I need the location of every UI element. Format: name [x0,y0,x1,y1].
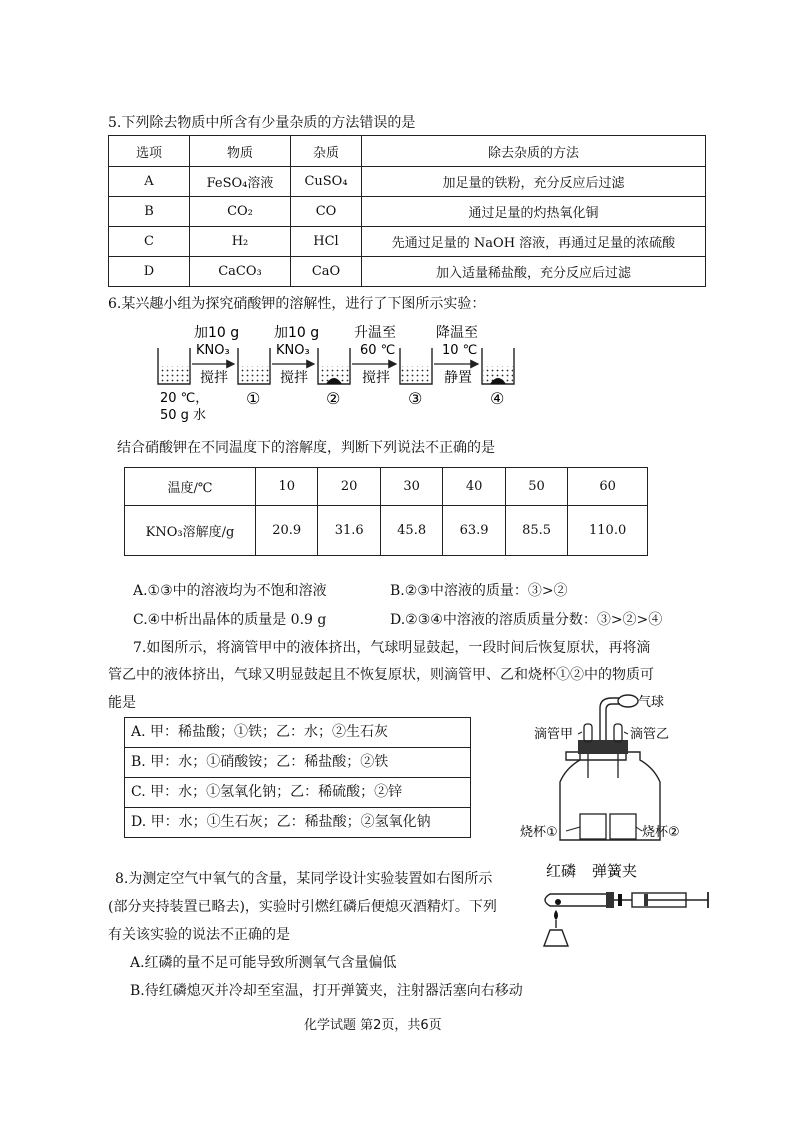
inner-beaker-2 [610,814,636,839]
sol-temp: 50 [505,468,567,506]
q7-option-b: B. 甲：水；①硝酸铵；乙：稀盐酸；②铁 [125,748,470,778]
step3-bottom: 搅拌 [362,370,390,386]
beaker-label-1: ① [246,389,261,408]
q5-table [108,135,706,287]
q8-line1: 8.为测定空气中氧气的含量，某同学设计实验装置如右图所示 [115,871,493,887]
label-spring-clamp: 弹簧夹 [592,862,638,880]
q5-cell: 先通过足量的 NaOH 溶液，再通过足量的浓硫酸 [362,227,706,257]
beaker-3 [400,348,432,384]
sol-temp: 20 [318,468,380,506]
step2-top1: 加10 g [274,325,320,341]
sol-temp: 60 [568,468,648,506]
q5-header-option: 选项 [109,136,190,167]
q5-cell: H₂ [190,227,291,257]
beaker-4 [482,348,514,384]
q5-cell: A [109,167,190,197]
q6-option-b: B.②③中溶液的质量：③>② [390,583,568,599]
q6-intro: 结合硝酸钾在不同温度下的溶解度，判断下列说法不正确的是 [117,440,495,456]
start-temp: 20 ℃， [160,391,209,406]
sol-value: 63.9 [443,506,505,556]
step2-top2: KNO₃ [276,343,310,358]
red-phosphorus-icon [555,899,561,905]
sol-row2-label: KNO₃溶解度/g [125,506,256,556]
sol-value: 20.9 [256,506,318,556]
step3-top1: 升温至 [354,325,396,341]
sol-value: 110.0 [568,506,648,556]
q6-option-d: D.②③④中溶液的溶质质量分数：③>②>④ [390,612,663,628]
label-beaker-2: 烧杯② [642,825,680,840]
q6-option-c: C.④中析出晶体的质量是 0.9 g [133,612,327,628]
step2-bottom: 搅拌 [280,370,308,386]
q7-apparatus-diagram [520,690,700,850]
label-beaker-1: 烧杯① [520,825,558,840]
step1-top1: 加10 g [194,325,240,341]
q7-options-box [124,717,471,838]
q5-cell: D [109,257,190,287]
q6-solubility-table [124,467,648,556]
step4-bottom: 静置 [444,370,472,386]
q6-option-a: A.①③中的溶液均为不饱和溶液 [133,583,327,599]
beaker-label-3: ③ [408,389,423,408]
sol-temp: 30 [380,468,442,506]
step3-top2: 60 ℃ [360,343,396,358]
q5-header-substance: 物质 [190,136,291,167]
step1-bottom: 搅拌 [200,370,228,386]
q5-cell: CuSO₄ [291,167,362,197]
label-red-phosphorus: 红磷 [546,862,577,880]
q5-cell: 加入适量稀盐酸，充分反应后过滤 [362,257,706,287]
q5-cell: HCl [291,227,362,257]
spring-clamp-icon [618,894,622,906]
beaker-label-4: ④ [490,389,505,408]
label-dropper-b: 滴管乙 [630,727,670,742]
sol-value: 85.5 [505,506,567,556]
sol-row1-label: 温度/℃ [125,468,256,506]
sol-value: 45.8 [380,506,442,556]
q5-cell: CaCO₃ [190,257,291,287]
balloon-icon [618,695,638,707]
beaker-start [158,348,190,384]
q7-option-a: A. 甲：稀盐酸；①铁；乙：水；②生石灰 [125,718,470,748]
alcohol-lamp-icon [544,930,568,946]
flame-icon [554,910,558,920]
q8-line2: (部分夹持装置已略去)，实验时引燃红磷后便熄灭酒精灯。下列 [108,899,497,915]
q7-line2: 管乙中的液体挤出，气球又明显鼓起且不恢复原状，则滴管甲、乙和烧杯①②中的物质可 [108,667,654,683]
q8-apparatus-diagram [528,858,720,950]
dropper-b-icon [614,724,622,742]
q6-title: 6.某兴趣小组为探究硝酸钾的溶解性，进行了下图所示实验： [108,296,486,312]
q7-option-d: D. 甲：水；①生石灰；乙：稀盐酸；②氢氧化钠 [131,814,431,830]
beaker-1 [238,348,270,384]
beaker-2 [318,348,350,384]
q5-cell: FeSO₄溶液 [190,167,291,197]
sol-temp: 40 [443,468,505,506]
label-dropper-a: 滴管甲 [534,727,574,742]
test-tube [545,894,608,906]
q7-line1: 7.如图所示，将滴管甲中的液体挤出，气球明显鼓起，一段时间后恢复原状，再将滴 [133,640,651,656]
q5-cell: 加足量的铁粉，充分反应后过滤 [362,167,706,197]
q5-cell: CO [291,197,362,227]
q7-option-c: C. 甲：水；①氢氧化钠；乙：稀硫酸；②锌 [125,778,470,808]
q5-header-impurity: 杂质 [291,136,362,167]
page-footer: 化学试题 第2页，共6页 [304,1018,442,1033]
step1-top2: KNO₃ [196,343,230,358]
q5-title: 5.下列除去物质中所含有少量杂质的方法错误的是 [108,115,416,131]
q5-cell: C [109,227,190,257]
label-balloon: 气球 [638,695,665,710]
sol-temp: 10 [256,468,318,506]
inner-beaker-1 [580,814,606,839]
start-water: 50 g 水 [160,408,207,423]
q5-cell: CO₂ [190,197,291,227]
q5-header-method: 除去杂质的方法 [362,136,706,167]
q5-cell: CaO [291,257,362,287]
q6-experiment-diagram [150,318,530,430]
q5-cell: 通过足量的灼热氧化铜 [362,197,706,227]
q7-line3: 能是 [108,695,136,711]
q5-cell: B [109,197,190,227]
beaker-label-2: ② [326,389,341,408]
q8-option-a: A.红磷的量不足可能导致所测氧气含量偏低 [130,955,397,971]
step4-top1: 降温至 [436,325,478,341]
q8-option-b: B.待红磷熄灭并冷却至室温，打开弹簧夹，注射器活塞向右移动 [130,983,523,999]
sol-value: 31.6 [318,506,380,556]
q8-line3: 有关该实验的说法不正确的是 [108,927,290,943]
step4-top2: 10 ℃ [442,343,478,358]
dropper-a-icon [584,724,592,742]
